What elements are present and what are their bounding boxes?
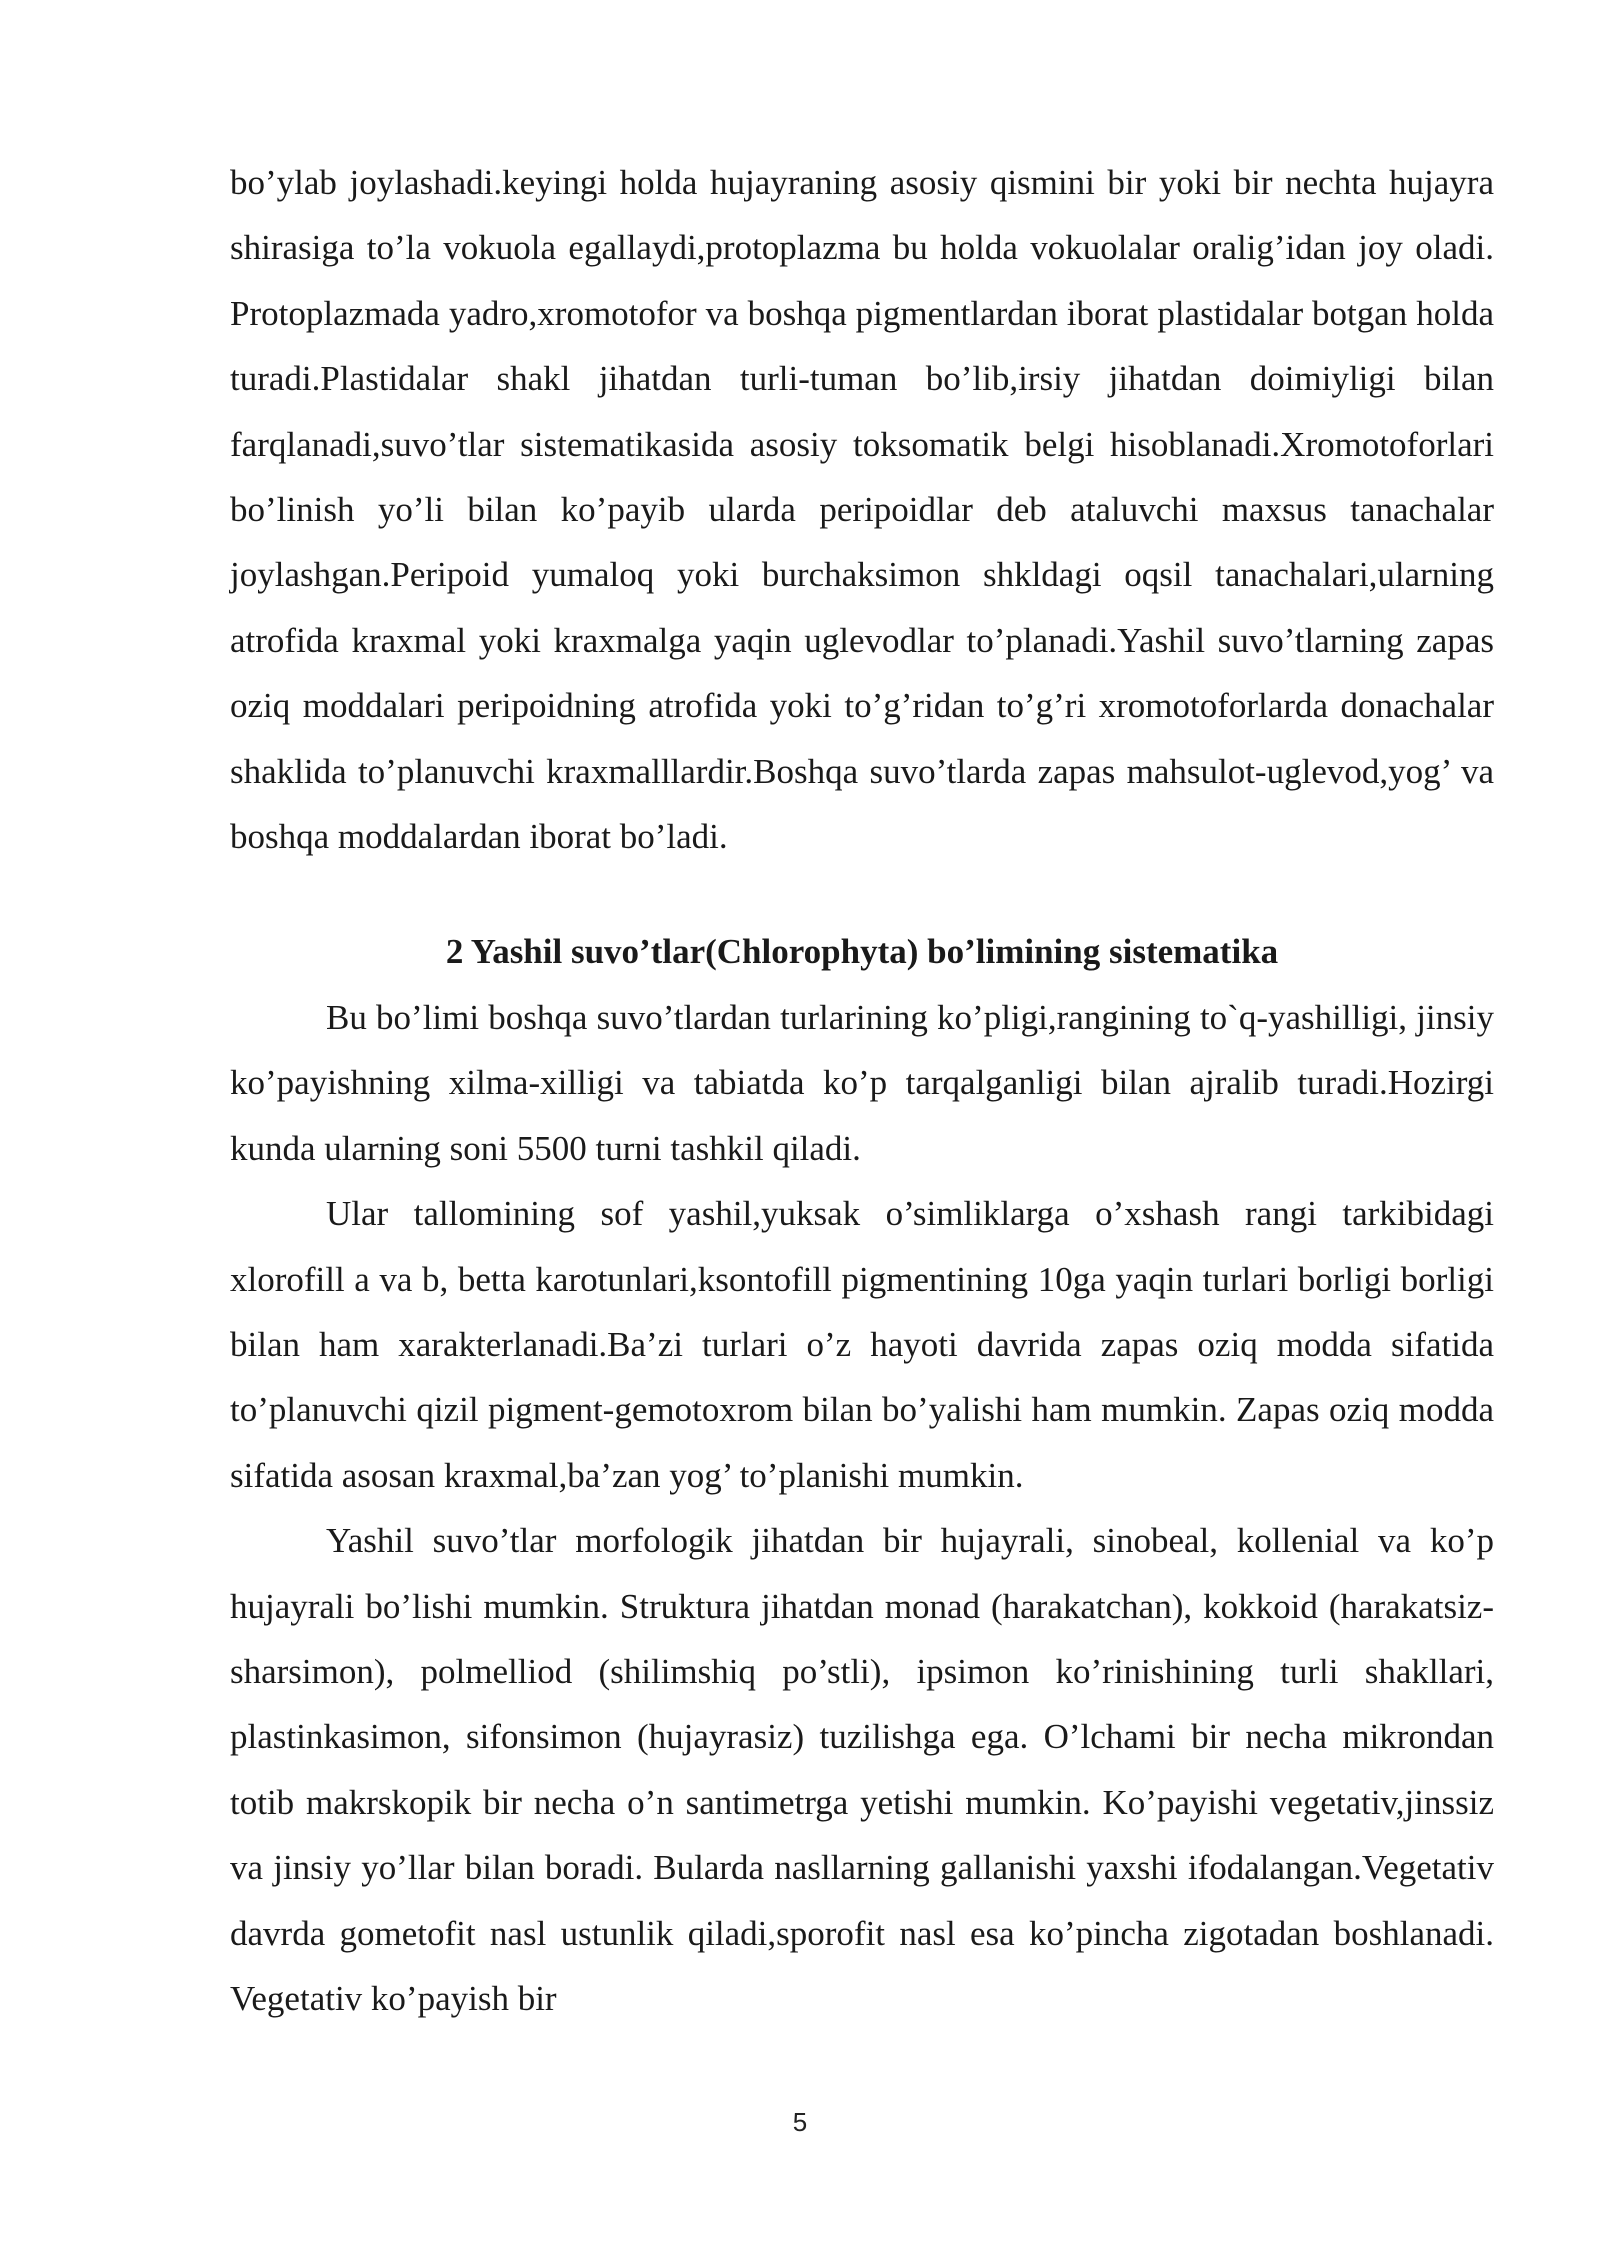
document-page <box>230 150 1494 2031</box>
paragraph-section-1: Bu bo’limi boshqa suvo’tlardan turlarining ko’pligi,rangining to`q-yashilligi, jinsiy ko’payishning xilma-xilligi va tabiatda ko’p tarqalganligi bilan ajralib turadi.Hozirgi kunda ularning soni 5500 turni tashkil qiladi. <box>230 997 1494 1168</box>
section-heading: 2 Yashil suvo’tlar(Chlorophyta) bo’limining sistematika <box>445 932 1279 972</box>
page-number: 5 <box>792 2107 808 2137</box>
paragraph-section-3: Yashil suvo’tlar morfologik jihatdan bir hujayrali, sinobeal, kollenial va ko’p hujayrali bo’lishi mumkin. Struktura jihatdan monad (harakatchan), kokkoid (harakatsiz-sharsimon), polmelliod (shilimshiq po’stli), ipsimon ko’rinishining turli shakllari, plastinkasimon, sifonsimon (hujayrasiz) tuzilishga ega. O’lchami bir necha mikrondan totib makrskopik bir necha o’n santimetrga yetishi mumkin. Ko’payishi vegetativ,jinssiz va jinsiy yo’llar bilan boradi. Bularda nasllarning gallanishi yaxshi ifodalangan.Vegetativ davrda gometofit nasl ustunlik qiladi,sporofit nasl esa ko’pincha zigotadan boshlanadi. Vegetativ ko’payish bir <box>230 1521 1494 2018</box>
paragraph-continuation: bo’ylab joylashadi.keyingi holda hujayraning asosiy qismini bir yoki bir nechta hujayra shirasiga to’la vokuola egallaydi,protoplazma bu holda vokuolalar oralig’idan joy oladi. Protoplazmada yadro,xromotofor va boshqa pigmentlardan iborat plastidalar botgan holda turadi.Plastidalar shakl jihatdan turli-tuman bo’lib,irsiy jihatdan doimiyligi bilan farqlanadi,suvo’tlar sistematikasida asosiy toksomatik belgi hisoblanadi.Xromotoforlari bo’linish yo’li bilan ko’payib ularda peripoidlar deb ataluvchi maxsus tanachalar joylashgan.Peripoid yumaloq yoki burchaksimon shkldagi oqsil tanachalari,ularning atrofida kraxmal yoki kraxmalga yaqin uglevodlar to’planadi.Yashil suvo’tlarning zapas oziq moddalari peripoidning atrofida yoki to’g’ridan to’g’ri xromotoforlarda donachalar shaklida to’planuvchi kraxmalllardir.Boshqa suvo’tlarda zapas mahsulot-uglevod,yog’ va boshqa moddalardan iborat bo’ladi. <box>230 163 1494 857</box>
paragraph-section-2: Ular tallomining sof yashil,yuksak o’simliklarga o’xshash rangi tarkibidagi xlorofill a va b, betta karotunlari,ksontofill pigmentining 10ga yaqin turlari borligi borligi bilan ham xarakterlanadi.Ba’zi turlari o’z hayoti davrida zapas oziq modda sifatida to’planuvchi qizil pigment-gemotoxrom bilan bo’yalishi ham mumkin. Zapas oziq modda sifatida asosan kraxmal,ba’zan yog’ to’planishi mumkin. <box>230 1194 1494 1495</box>
